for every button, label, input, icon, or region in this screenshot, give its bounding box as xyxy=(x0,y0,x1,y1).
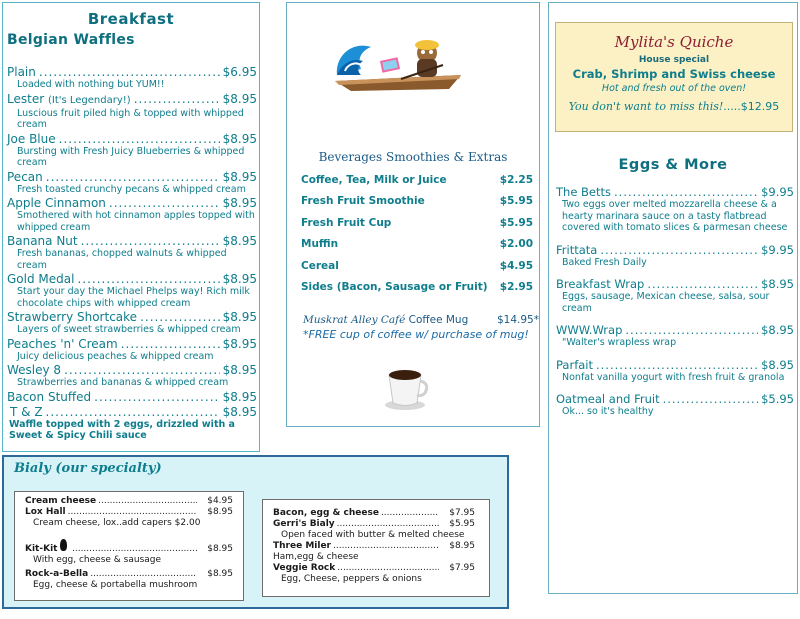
item-description: Juicy delicious peaches & whipped cream xyxy=(17,350,214,362)
beverage-item xyxy=(301,234,533,256)
beverages-title: Beverages Smoothies & Extras xyxy=(318,150,508,164)
egg-item-www-wrap xyxy=(556,323,794,349)
beverage-item xyxy=(301,212,533,234)
item-description: Layers of sweet strawberries & whipped cream xyxy=(17,324,241,335)
item-price: $5.95 xyxy=(499,195,533,208)
item-name: Muffin xyxy=(301,238,339,251)
item-name: Wesley 8 xyxy=(7,363,62,377)
item-price: $9.95 xyxy=(761,242,794,257)
item-price: $4.95 xyxy=(207,496,233,506)
item-price: $8.95 xyxy=(222,131,257,146)
item-name: Coffee, Tea, Milk or Juice xyxy=(301,173,447,186)
mug-price: $14.95* xyxy=(497,314,539,326)
item-price: $7.95 xyxy=(449,563,475,573)
quiche-note: Hot and fresh out of the oven! xyxy=(601,83,747,94)
item-name: Lox Hall xyxy=(25,507,66,517)
cat-icon xyxy=(60,539,67,551)
breakfast-title: Breakfast xyxy=(87,10,175,28)
item-description: Ham,egg & cheese xyxy=(273,552,359,562)
item-description: Egg, cheese & portabella mushroom xyxy=(33,580,198,590)
item-name: Joe Blue xyxy=(7,131,56,146)
cafe-name: Muskrat Alley Café xyxy=(303,314,406,326)
eggs-panel xyxy=(548,2,798,594)
waffle-item-bacon-stuffed xyxy=(7,390,257,404)
item-description: Fresh bananas, chopped walnuts & whipped cream xyxy=(17,248,227,271)
bialy-item xyxy=(273,519,475,530)
item-name: Cream cheese xyxy=(25,496,97,506)
item-price: $8.95 xyxy=(222,404,257,419)
egg-item-frittata xyxy=(556,243,794,269)
item-note: (It's Legendary!) xyxy=(47,94,131,106)
item-price: $8.95 xyxy=(207,507,233,517)
item-price: $4.95 xyxy=(499,259,533,272)
waffle-list xyxy=(7,65,257,443)
bialy-item xyxy=(273,541,475,552)
item-price: $8.95 xyxy=(761,357,794,372)
beverage-item xyxy=(301,191,533,213)
bialy-item xyxy=(273,563,475,574)
item-price: $8.95 xyxy=(222,272,257,286)
quiche-miss: You don't want to miss this! xyxy=(568,100,724,113)
item-description: Loaded with nothing but YUM!! xyxy=(17,79,165,90)
item-price: $8.95 xyxy=(222,389,257,404)
item-description: Luscious fruit piled high & topped with whipped cream xyxy=(17,107,244,130)
beverage-item xyxy=(301,255,533,277)
item-description: Start your day the Michael Phelps way! Rich milk chocolate chips with whipped cream xyxy=(17,286,250,309)
item-price: $5.95 xyxy=(499,216,533,229)
item-description: Eggs, sausage, Mexican cheese, salsa, sour cream xyxy=(562,291,770,314)
bialy-item xyxy=(25,507,233,518)
item-name: Apple Cinnamon xyxy=(7,196,106,210)
waffle-item-gold-medal xyxy=(7,272,257,309)
item-description: Strawberries and bananas & whipped cream xyxy=(17,377,229,388)
item-name: Frittata xyxy=(556,242,598,257)
item-name: Banana Nut xyxy=(7,234,78,248)
waffle-item-apple-cinnamon xyxy=(7,196,257,233)
item-name: Gerri's Bialy xyxy=(273,519,335,529)
item-name: Fresh Fruit Smoothie xyxy=(301,195,425,208)
item-description: Ok... so it's healthy xyxy=(562,406,654,417)
egg-item-parfait xyxy=(556,358,794,384)
bialy-panel xyxy=(2,455,509,609)
item-name: Three Miler xyxy=(273,541,331,551)
waffle-item-banana-nut xyxy=(7,234,257,271)
eggs-title: Eggs & More xyxy=(618,157,728,173)
waffle-item-peaches-n-cream xyxy=(7,337,257,363)
item-description: With egg, cheese & sausage xyxy=(33,555,162,565)
item-name: Parfait xyxy=(556,357,593,372)
bialy-box-right xyxy=(262,499,490,597)
item-description: Open faced with butter & melted cheese xyxy=(281,530,465,540)
waffle-item-joe-blue xyxy=(7,132,257,169)
egg-item-the-betts xyxy=(556,185,794,234)
item-name: Peaches 'n' Cream xyxy=(7,336,118,351)
item-price: $8.95 xyxy=(222,169,257,184)
item-price: $8.95 xyxy=(761,323,794,337)
item-price: $2.95 xyxy=(499,281,533,294)
item-name: Plain xyxy=(7,65,36,79)
item-price: $8.95 xyxy=(761,277,794,291)
item-name: Kit-Kit xyxy=(25,544,58,554)
bialy-item xyxy=(25,569,233,580)
waffle-item-pecan xyxy=(7,170,257,196)
mug-free-note: *FREE cup of coffee w/ purchase of mug! xyxy=(303,328,529,341)
item-price: $5.95 xyxy=(449,519,475,529)
bialy-item xyxy=(25,496,233,507)
item-name: Oatmeal and Fruit xyxy=(556,392,660,406)
item-name: The Betts xyxy=(556,185,612,199)
bialy-item xyxy=(25,539,233,555)
bialy-box-left xyxy=(14,491,244,601)
egg-item-breakfast-wrap xyxy=(556,277,794,314)
item-price: $8.95 xyxy=(207,544,233,554)
quiche-name: Crab, Shrimp and Swiss cheese xyxy=(572,67,776,81)
breakfast-panel xyxy=(2,2,260,452)
item-name: Cereal xyxy=(301,259,339,272)
item-description: Waffle topped with 2 eggs, drizzled with a Sweet & Spicy Chili sauce xyxy=(9,418,235,441)
item-price: $8.95 xyxy=(222,363,257,377)
waffle-item-wesley-8 xyxy=(7,363,257,389)
item-description: Two eggs over melted mozzarella cheese & a hearty marinara sauce on a tasty flatbread covered with tomato slices & parmesan cheese xyxy=(562,199,788,233)
item-price: $7.95 xyxy=(449,508,475,518)
item-name: Bacon, egg & cheese xyxy=(273,508,379,518)
item-price: $2.25 xyxy=(499,173,533,186)
item-description: Bursting with Fresh Juicy Blueberries & whipped cream xyxy=(17,145,245,168)
item-description: Egg, Cheese, peppers & onions xyxy=(281,574,422,584)
beverage-list xyxy=(301,169,533,298)
item-price: $8.95 xyxy=(222,336,257,351)
item-price: $8.95 xyxy=(222,91,257,106)
quiche-subtitle: House special xyxy=(638,55,710,65)
item-name: Rock-a-Bella xyxy=(25,569,89,579)
item-description: Cream cheese, lox..add capers $2.00 xyxy=(33,518,201,528)
item-name: Strawberry Shortcake xyxy=(7,310,138,324)
mug-label: Coffee Mug xyxy=(408,314,469,326)
item-name: Sides (Bacon, Sausage or Fruit) xyxy=(301,281,488,294)
quiche-special-box xyxy=(555,22,793,132)
waffle-item-lester xyxy=(7,92,257,131)
item-description: Fresh toasted crunchy pecans & whipped cream xyxy=(17,183,246,195)
item-price: $8.95 xyxy=(207,569,233,579)
item-price: $8.95 xyxy=(222,196,257,210)
item-price: $8.95 xyxy=(449,541,475,551)
item-name: Breakfast Wrap xyxy=(556,277,645,291)
item-name: Veggie Rock xyxy=(273,563,336,573)
item-name: WWW.Wrap xyxy=(556,323,623,337)
beverages-panel xyxy=(286,2,540,427)
quiche-tagline xyxy=(556,100,792,113)
rowboat-illustration xyxy=(331,35,471,97)
item-name: Fresh Fruit Cup xyxy=(301,216,392,229)
eggs-list xyxy=(556,185,794,427)
beverage-item xyxy=(301,169,533,191)
item-description: Baked Fresh Daily xyxy=(562,256,647,268)
item-price: $8.95 xyxy=(222,310,257,324)
item-price: $5.95 xyxy=(761,392,794,406)
coffee-mug-offer xyxy=(303,314,539,341)
item-price: $2.00 xyxy=(499,238,533,251)
quiche-price: .....$12.95 xyxy=(723,100,780,113)
item-description: Nonfat vanilla yogurt with fresh fruit & granola xyxy=(562,371,785,383)
item-price: $9.95 xyxy=(761,185,794,199)
belgian-waffles-subtitle: Belgian Waffles xyxy=(7,32,135,48)
waffle-item-strawberry-shortcake xyxy=(7,310,257,336)
item-name: T & Z xyxy=(10,404,43,419)
beverage-item xyxy=(301,277,533,299)
bialy-item xyxy=(273,508,475,519)
quiche-title: Mylita's Quiche xyxy=(614,33,734,51)
waffle-item-t-and-z xyxy=(7,405,257,442)
waffle-item-plain xyxy=(7,65,257,91)
item-name: Gold Medal xyxy=(7,272,75,286)
item-description: "Walter's wrapless wrap xyxy=(562,337,677,348)
item-price: $6.95 xyxy=(222,65,257,79)
item-name: Lester (It's Legendary!) xyxy=(7,91,131,106)
item-price: $8.95 xyxy=(222,234,257,248)
item-name: Bacon Stuffed xyxy=(7,389,92,404)
bialy-title: Bialy (our specialty) xyxy=(14,461,162,476)
coffee-cup-icon xyxy=(383,361,431,411)
egg-item-oatmeal-and-fruit xyxy=(556,392,794,418)
item-description: Smothered with hot cinnamon apples topped with whipped cream xyxy=(17,210,255,233)
item-name: Pecan xyxy=(7,169,43,184)
